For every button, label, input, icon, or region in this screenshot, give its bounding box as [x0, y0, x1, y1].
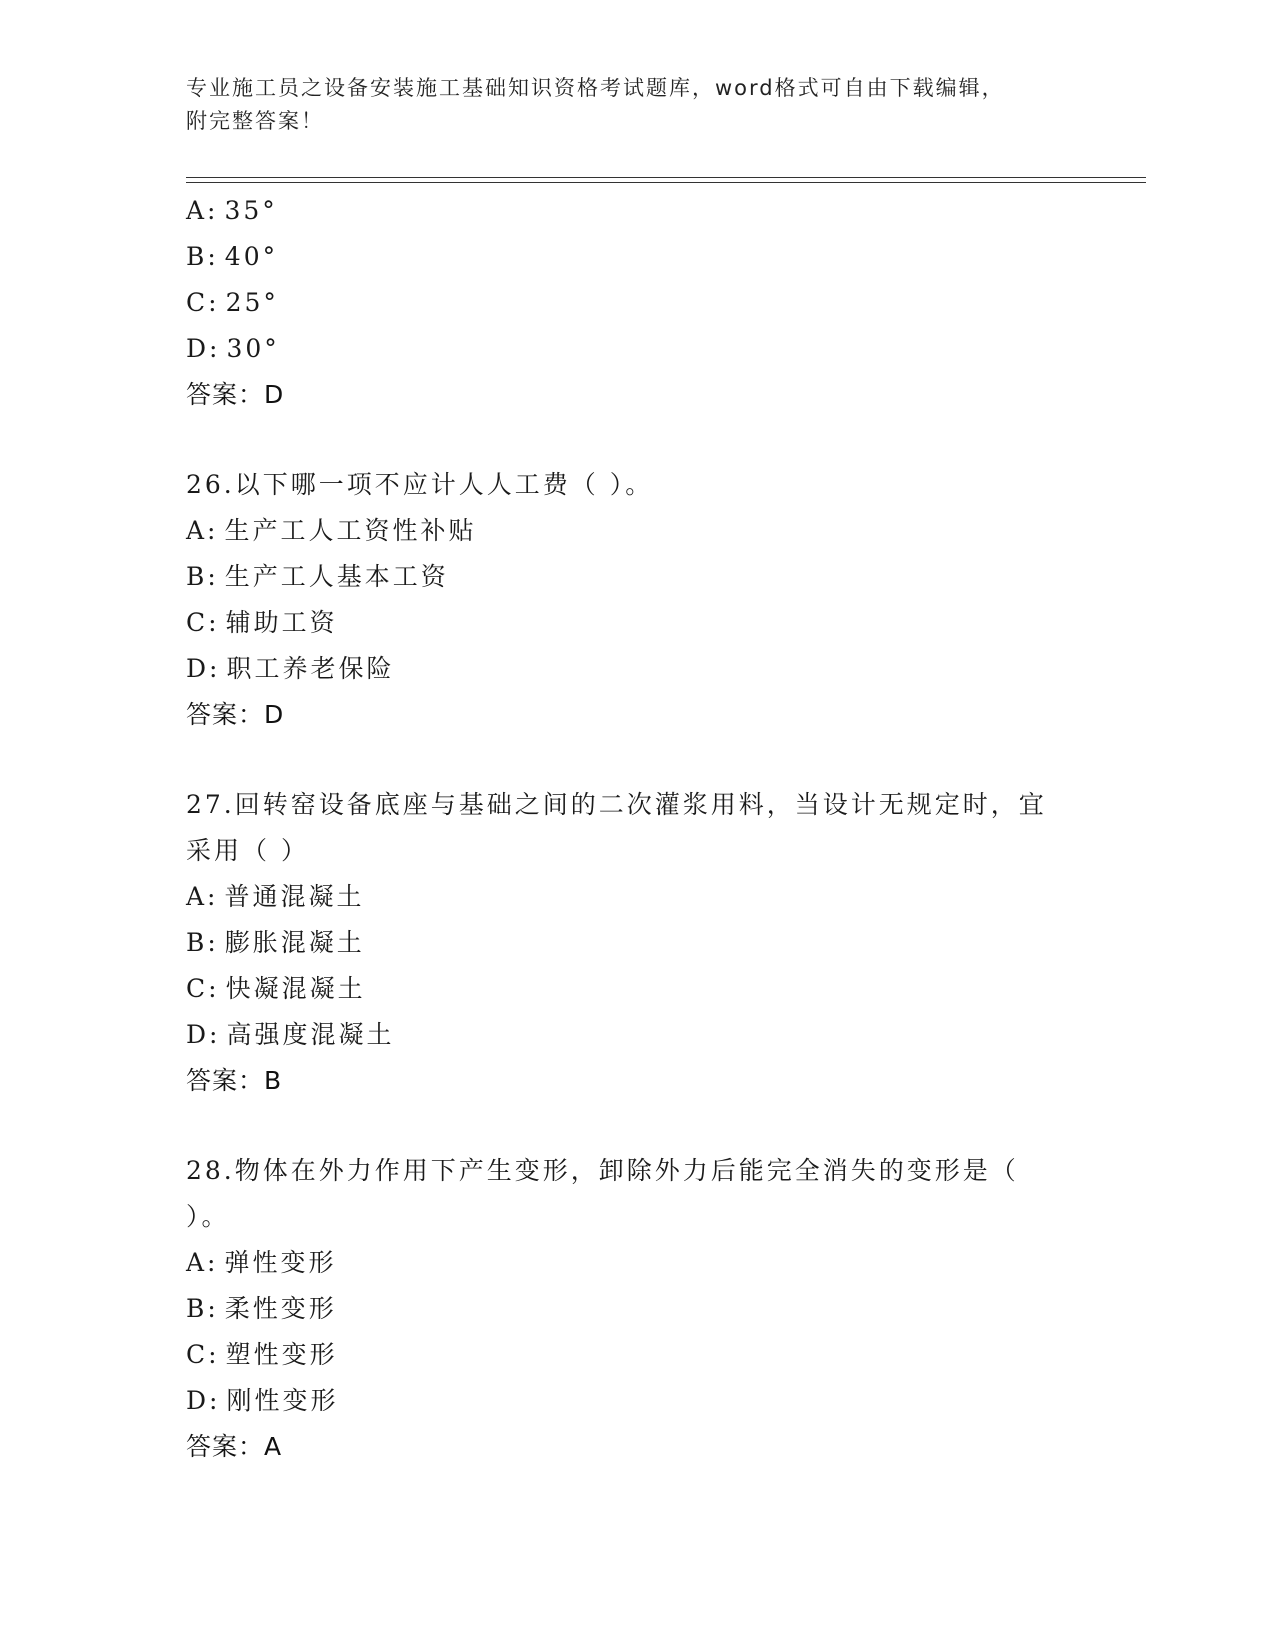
option-d — [186, 1012, 1086, 1058]
question-stem: 26.以下哪一项不应计人人工费（ ）。 — [186, 470, 654, 499]
option-letter: A: — [186, 882, 219, 911]
option-letter: C: — [186, 608, 220, 637]
option-letter: B: — [186, 562, 219, 591]
option-d — [186, 326, 1086, 372]
option-text: 辅助工资 — [225, 608, 338, 637]
option-a — [186, 188, 1086, 234]
answer-label: 答案：B — [186, 1066, 283, 1095]
header-divider-top — [186, 177, 1146, 178]
option-text: 30° — [226, 334, 280, 363]
option-b — [186, 554, 1086, 600]
spacer — [186, 1104, 1086, 1148]
question-25 — [186, 188, 1086, 418]
option-text: 塑性变形 — [225, 1340, 338, 1369]
option-a — [186, 508, 1086, 554]
option-letter: D: — [186, 654, 221, 683]
question-list — [186, 188, 1086, 1470]
option-b — [186, 920, 1086, 966]
option-d — [186, 646, 1086, 692]
option-text: 35° — [224, 196, 278, 225]
question-stem-line-1: 27.回转窑设备底座与基础之间的二次灌浆用料，当设计无规定时，宜 — [186, 790, 1047, 819]
question-27 — [186, 782, 1086, 1104]
option-text: 普通混凝土 — [224, 882, 365, 911]
option-text: 生产工人工资性补贴 — [224, 516, 477, 545]
option-text: 柔性变形 — [224, 1294, 337, 1323]
option-letter: A: — [186, 516, 219, 545]
option-letter: D: — [186, 334, 221, 363]
header-line-1: 专业施工员之设备安装施工基础知识资格考试题库，word格式可自由下载编辑， — [186, 76, 1005, 100]
option-letter: C: — [186, 288, 220, 317]
spacer — [186, 738, 1086, 782]
option-letter: A: — [186, 1248, 219, 1277]
question-26 — [186, 462, 1086, 738]
question-stem-line-2: ）。 — [186, 1202, 230, 1231]
option-a — [186, 1240, 1086, 1286]
option-text: 生产工人基本工资 — [224, 562, 449, 591]
option-c — [186, 966, 1086, 1012]
spacer — [186, 418, 1086, 462]
option-c — [186, 600, 1086, 646]
question-stem-line-2: 采用（ ） — [186, 836, 309, 865]
option-text: 膨胀混凝土 — [224, 928, 365, 957]
option-c — [186, 280, 1086, 326]
option-letter: B: — [186, 1294, 219, 1323]
option-letter: D: — [186, 1020, 221, 1049]
option-b — [186, 1286, 1086, 1332]
option-letter: B: — [186, 242, 219, 271]
header-divider-bottom — [186, 182, 1146, 183]
option-c — [186, 1332, 1086, 1378]
option-text: 刚性变形 — [226, 1386, 339, 1415]
question-stem-line-1: 28.物体在外力作用下产生变形，卸除外力后能完全消失的变形是（ — [186, 1156, 1019, 1185]
answer-label: 答案：D — [186, 380, 285, 409]
option-letter: C: — [186, 1340, 220, 1369]
option-b — [186, 234, 1086, 280]
option-text: 高强度混凝土 — [226, 1020, 395, 1049]
question-28 — [186, 1148, 1086, 1470]
option-letter: B: — [186, 928, 219, 957]
answer-label: 答案：D — [186, 700, 285, 729]
option-text: 弹性变形 — [224, 1248, 337, 1277]
option-text: 25° — [225, 288, 279, 317]
option-letter: D: — [186, 1386, 221, 1415]
document-header — [186, 72, 1066, 138]
option-text: 40° — [224, 242, 279, 271]
option-a — [186, 874, 1086, 920]
option-d — [186, 1378, 1086, 1424]
answer-label: 答案：A — [186, 1432, 283, 1461]
option-letter: A: — [186, 196, 219, 225]
header-line-2: 附完整答案！ — [186, 109, 324, 133]
option-letter: C: — [186, 974, 220, 1003]
option-text: 职工养老保险 — [226, 654, 395, 683]
option-text: 快凝混凝土 — [225, 974, 366, 1003]
